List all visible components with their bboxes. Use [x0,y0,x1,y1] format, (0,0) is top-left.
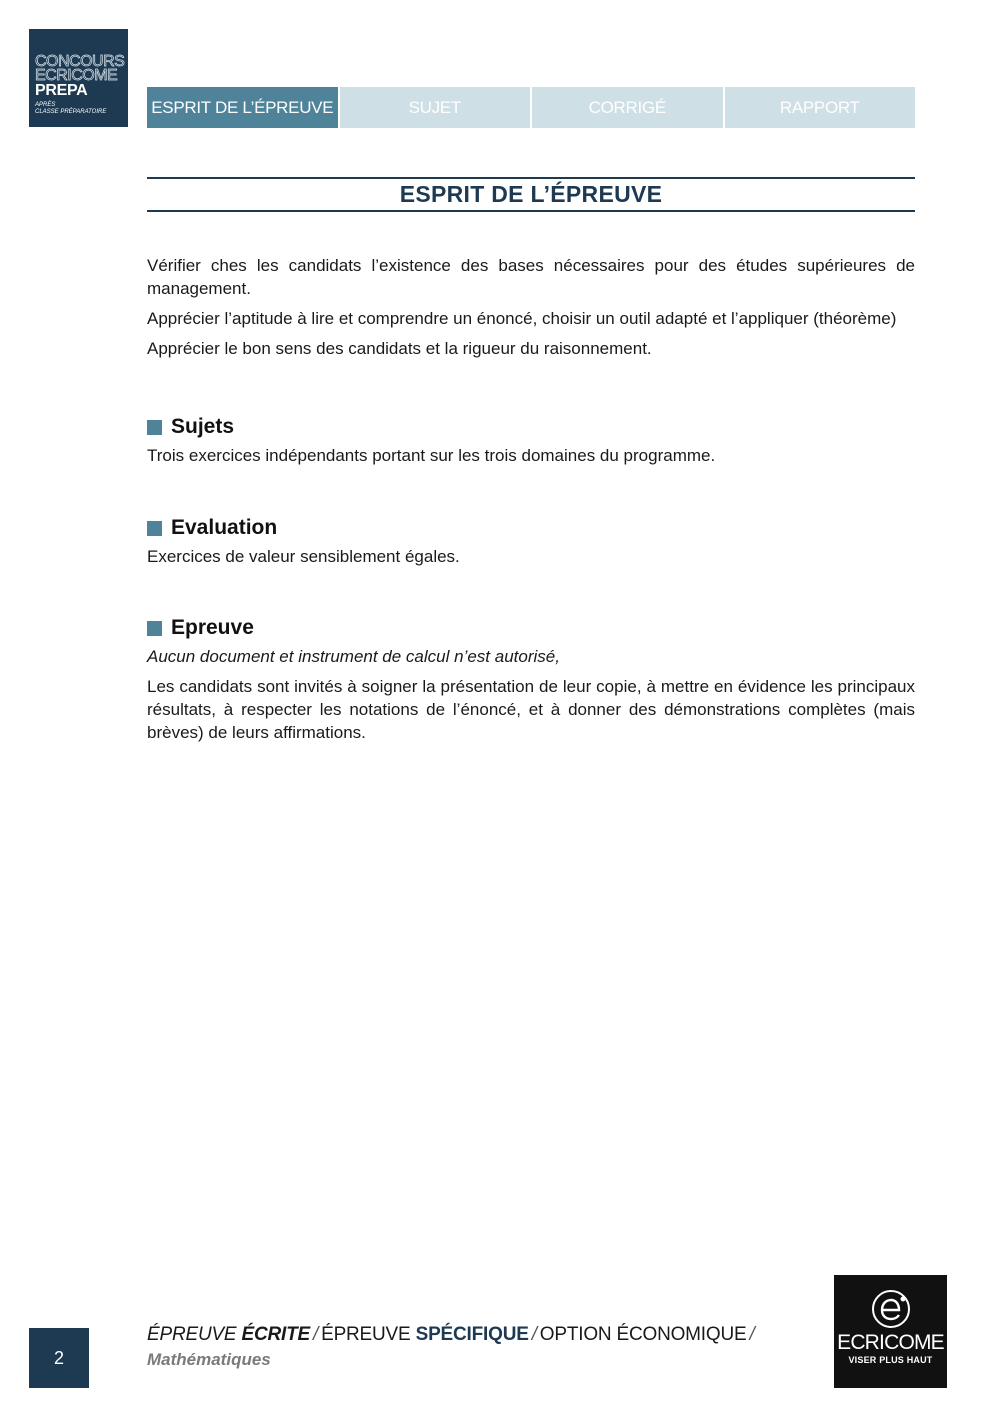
footer-separator: / [313,1324,319,1345]
logo-line-concours: CONCOURS [35,53,125,70]
section-heading-sujets [147,414,915,440]
intro-paragraph-2: Apprécier l’aptitude à lire et comprendre un énoncé, choisir un outil adapté et l’appliquer (théorème) [147,309,897,328]
ecricome-logo-name: ECRICOME [837,1331,944,1354]
footer-option: OPTION ÉCONOMIQUE [539,1324,747,1345]
tab-corrige[interactable]: CORRIGÉ [532,87,723,128]
tab-rapport[interactable]: RAPPORT [725,87,916,128]
square-bullet-icon [147,521,162,536]
section-heading-label: Epreuve [171,616,254,639]
footer-specifique: SPÉCIFIQUE [415,1324,529,1345]
footer-separator: / [749,1324,755,1345]
page-title: ESPRIT DE L’ÉPREUVE [399,181,663,207]
ecricome-logo [834,1275,947,1388]
logo-line-classe: CLASSE PRÉPARATOIRE [35,109,107,115]
square-bullet-icon [147,621,162,636]
logo-line-ecricome: ECRICOME [35,67,118,84]
footer-subject: Mathématiques [147,1350,271,1369]
footer-epreuve-2: ÉPREUVE [321,1324,411,1345]
epreuve-paragraph: Les candidats sont invités à soigner la présentation de leur copie, à mettre en évidence les principaux résultats, à respecter les notations de l’énoncé, et à donner des démonstrations complètes (mais brèves) de leurs affirmations. [147,677,915,742]
ecricome-logo-tagline: VISER PLUS HAUT [848,1355,933,1365]
section-heading-label: Evaluation [171,516,278,539]
tab-esprit[interactable]: ESPRIT DE L’ÉPREUVE [147,87,338,128]
intro-paragraph-3: Apprécier le bon sens des candidats et la rigueur du raisonnement. [147,339,652,358]
evaluation-paragraph: Exercices de valeur sensiblement égales. [147,547,460,566]
page-number: 2 [53,1347,64,1368]
intro-paragraph-1: Vérifier ches les candidats l’existence des bases nécessaires pour des études supérieures de management. [147,256,915,298]
footer-ecrite: ÉCRITE [241,1324,310,1345]
section-heading-label: Sujets [171,415,235,438]
main-content [147,254,915,751]
ecricome-e-icon [870,1288,912,1330]
square-bullet-icon [147,420,162,435]
footer-separator: / [531,1324,537,1345]
logo-line-apres: APRÈS [35,102,56,108]
sujets-paragraph: Trois exercices indépendants portant sur les trois domaines du programme. [147,446,716,465]
footer-epreuve-1: ÉPREUVE [147,1324,237,1345]
section-heading-evaluation [147,515,915,541]
section-tabs [147,87,915,128]
footer-exam-type [147,1323,758,1347]
logo-line-prepa: PREPA [35,82,88,99]
tab-sujet[interactable]: SUJET [340,87,531,128]
epreuve-note: Aucun document et instrument de calcul n’est autorisé, [147,647,560,666]
section-heading-epreuve [147,615,915,641]
concours-logo [29,29,128,127]
title-band [147,177,915,212]
page-number-box [29,1328,89,1388]
